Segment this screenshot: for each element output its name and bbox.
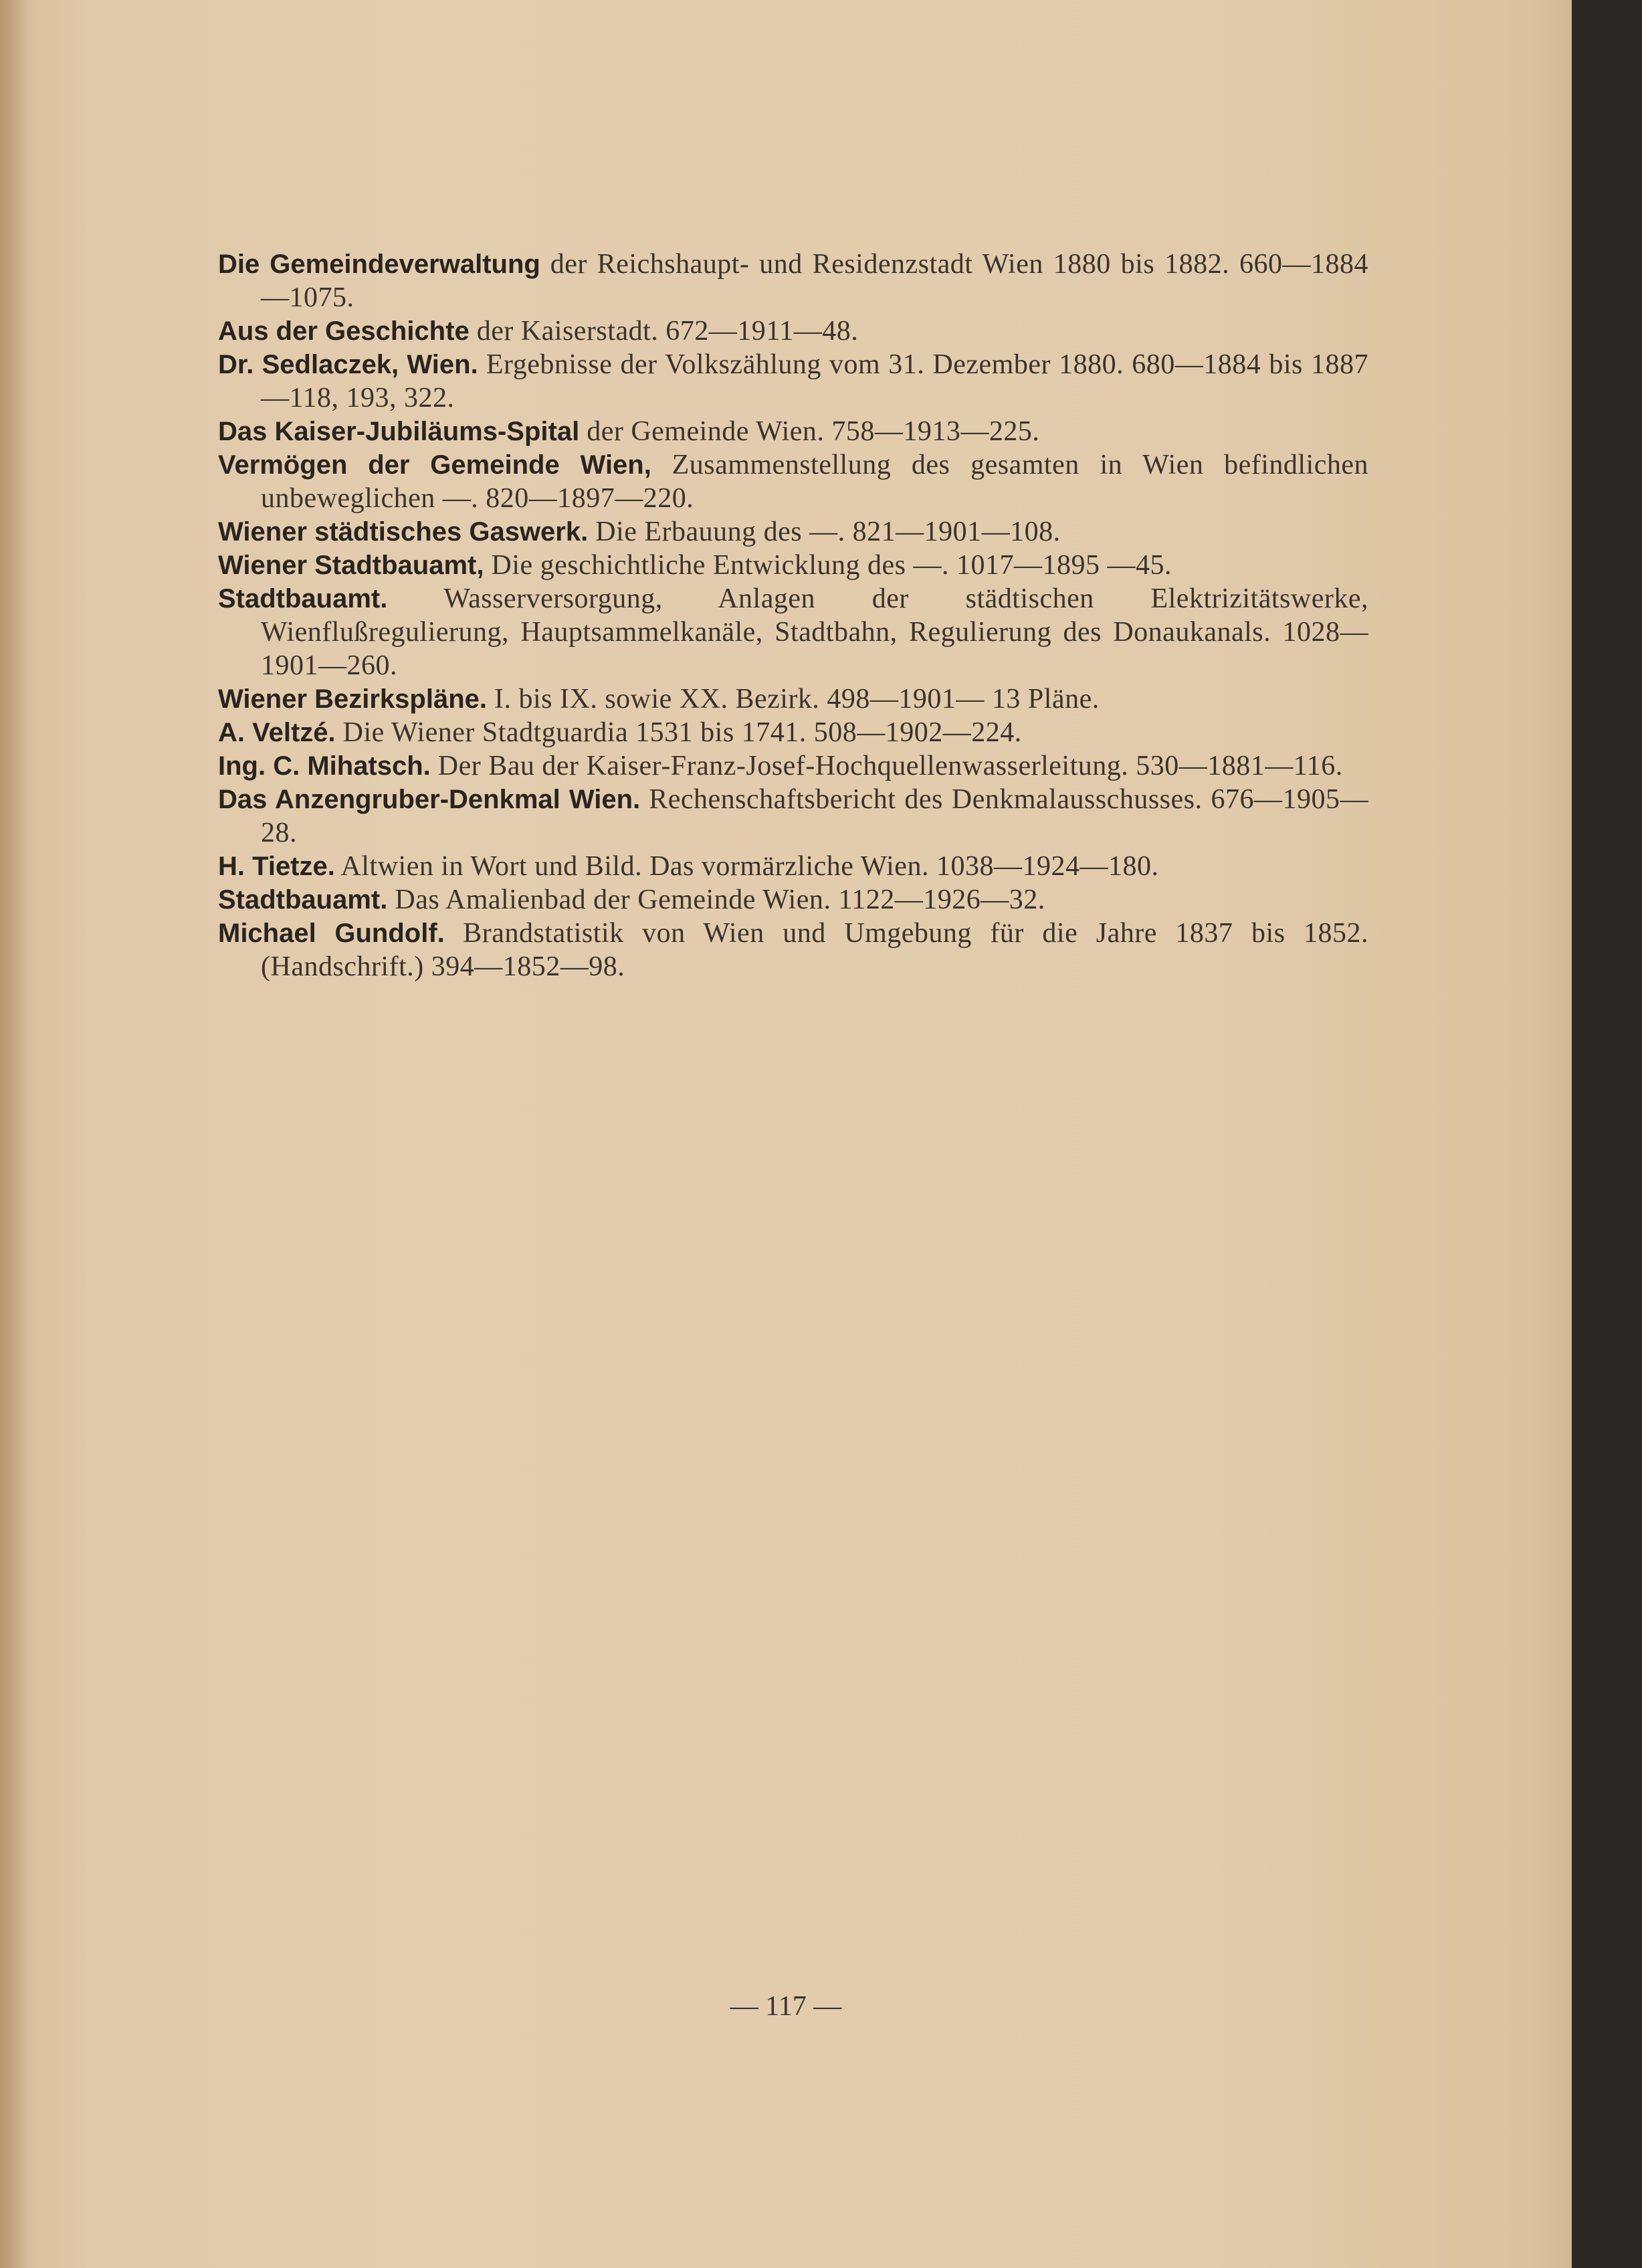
entry-text: Brandstatistik von Wien und Umgebung für die Jahre 1837 bis 1852. (Handschrift.) 394—1852—98. <box>261 918 1368 982</box>
entry-heading: Michael Gundolf. <box>218 919 445 948</box>
list-item <box>218 248 1368 314</box>
entry-text: Altwien in Wort und Bild. Das vormärzliche Wien. 1038—1924—180. <box>334 851 1159 882</box>
entry-heading: Wiener Stadtbauamt, <box>218 551 484 580</box>
entry-text: Zusammenstellung des gesamten in Wien befindlichen unbeweglichen —. 820—1897—220. <box>261 450 1368 514</box>
list-item <box>218 582 1368 682</box>
entry-text: Die Wiener Stadtguardia 1531 bis 1741. 508—1902—224. <box>335 717 1022 748</box>
entry-heading: Stadtbauamt. <box>218 885 388 915</box>
page-spine-shadow <box>0 0 27 2268</box>
entry-heading: Aus der Geschichte <box>218 316 470 346</box>
entry-text: Die Erbauung des —. 821—1901—108. <box>588 516 1061 547</box>
entry-text: Das Amalienbad der Gemeinde Wien. 1122—1926—32. <box>387 884 1045 915</box>
entry-text: der Gemeinde Wien. 758—1913—225. <box>579 416 1040 447</box>
entry-text: Die geschichtliche Entwicklung des —. 1017—1895 —45. <box>484 550 1172 581</box>
entry-text: der Reichshaupt- und Residenzstadt Wien 1880 bis 1882. 660—1884—1075. <box>261 249 1368 313</box>
entry-heading: Ing. C. Mihatsch. <box>218 751 431 781</box>
list-item <box>218 682 1368 716</box>
entry-heading: Wiener städtisches Gaswerk. <box>218 517 589 547</box>
entry-text: Ergebnisse der Volkszählung vom 31. Dezember 1880. 680—1884 bis 1887—118, 193, 322. <box>261 349 1368 413</box>
entry-text: Rechenschaftsbericht des Denkmalausschusses. 676—1905—28. <box>261 784 1369 848</box>
list-item <box>218 716 1368 749</box>
entry-heading: H. Tietze. <box>218 852 335 881</box>
list-item <box>218 749 1368 783</box>
entry-heading: Die Gemeindeverwaltung <box>218 250 540 279</box>
entry-heading: Das Anzengruber-Denkmal Wien. <box>218 785 641 814</box>
list-item <box>218 314 1368 348</box>
bibliography-list <box>218 248 1368 983</box>
entry-heading: Das Kaiser-Jubiläums-Spital <box>218 417 580 446</box>
entry-heading: A. Veltzé. <box>218 718 336 747</box>
list-item <box>218 549 1368 582</box>
list-item <box>218 917 1368 983</box>
entry-heading: Stadtbauamt. <box>218 584 388 613</box>
list-item <box>218 783 1368 850</box>
list-item <box>218 515 1368 549</box>
background-edge <box>1572 0 1642 2268</box>
entry-heading: Dr. Sedlaczek, Wien. <box>218 350 478 379</box>
page-number: — 117 — <box>730 1991 842 2022</box>
entry-text: Wasserversorgung, Anlagen der städtischen Elektrizitätswerke, Wienflußregulierung, Hauptsammelkanäle, Stadtbahn, Regulierung des Donaukanals. 1028—1901—260. <box>261 583 1368 681</box>
entry-text: I. bis IX. sowie XX. Bezirk. 498—1901— 13 Pläne. <box>487 684 1100 715</box>
entry-heading: Vermögen der Gemeinde Wien, <box>218 450 651 480</box>
list-item <box>218 883 1368 917</box>
entry-text: der Kaiserstadt. 672—1911—48. <box>469 316 859 347</box>
list-item <box>218 850 1368 883</box>
entry-heading: Wiener Bezirkspläne. <box>218 684 488 714</box>
entry-text: Der Bau der Kaiser-Franz-Josef-Hochquellenwasserleitung. 530—1881—116. <box>430 751 1343 781</box>
list-item <box>218 448 1368 515</box>
list-item <box>218 415 1368 448</box>
list-item <box>218 348 1368 415</box>
